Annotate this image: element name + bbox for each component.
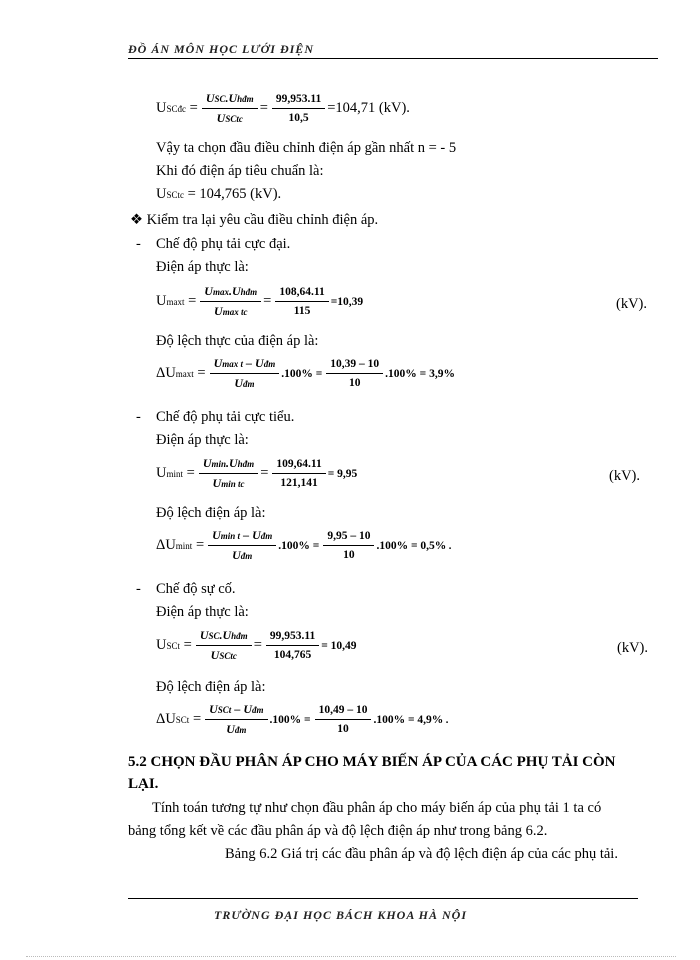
dash-bullet-max: - bbox=[136, 236, 141, 252]
fault-actual-label: Điện áp thực là: bbox=[156, 604, 249, 620]
eq-numeric-fraction: $\frac{99,953.11}{10,5}$ bbox=[272, 91, 325, 126]
eq-symbolic-fraction: $\frac{\text{USC.Uhđm}}{\text{USCtc}}$ bbox=[202, 90, 258, 127]
page-bottom-dotted-line bbox=[26, 956, 676, 957]
equation-umint: Umint = $\frac{\text{Umin.Uhđm}}{\text{Umin tc}}$ = $\frac{109,64.11}{121,141}$ = 9,95 bbox=[156, 456, 358, 490]
fault-dev-label: Độ lệch điện áp là: bbox=[156, 679, 266, 695]
equation-usct: USCt = $\frac{\text{USC.Uhđm}}{\text{USCtc}}$ = $\frac{99,953.11}{104,765}$ = 10,49 bbox=[156, 628, 357, 662]
section-para-line1: Tính toán tương tự như chọn đầu phân áp cho máy biến áp của phụ tải 1 ta có bbox=[152, 800, 602, 816]
section-title-line1: 5.2 CHỌN ĐẦU PHÂN ÁP CHO MÁY BIẾN ÁP CỦA CÁC PHỤ TẢI CÒN bbox=[128, 754, 616, 770]
std-voltage-label: Khi đó điện áp tiêu chuẩn là: bbox=[156, 163, 324, 179]
eq-lhs: USCđc = bbox=[156, 100, 198, 116]
equation-dev-min: ΔUmint = $\frac{\text{Umin t – Uđm}}{\text{Uđm}}$ .100% = $\frac{9,95 - 10}{10}$ .100% = 0,5% . bbox=[156, 528, 452, 562]
page-header: ĐỒ ÁN MÔN HỌC LƯỚI ĐIỆN bbox=[128, 42, 314, 56]
equation-usc-dc: USCđc = $\frac{\text{USC.Uhđm}}{\text{USCtc}}$ = $\frac{99,953.11}{10,5}$ =104,71 (kV). bbox=[156, 91, 410, 125]
footer-rule bbox=[128, 898, 638, 899]
section-title-line2: LẠI. bbox=[128, 776, 159, 792]
dash-bullet-fault: - bbox=[136, 581, 141, 597]
equation-dev-max: ΔUmaxt = $\frac{\text{Umax t – Uđm}}{\text{Uđm}}$ .100% = $\frac{10,39 - 10}{10}$ .100% = 3,9% bbox=[156, 356, 455, 390]
check-heading: ❖ Kiểm tra lại yêu cầu điều chỉnh điện áp. bbox=[130, 212, 379, 228]
equation-dev-fault: ΔUSCt = $\frac{\text{USCt – Uđm}}{\text{Uđm}}$ .100% = $\frac{10,49 - 10}{10}$ .100% = 4,9% . bbox=[156, 702, 449, 736]
max-actual-label: Điện áp thực là: bbox=[156, 259, 249, 275]
fault-unit: (kV). bbox=[617, 640, 649, 656]
min-unit: (kV). bbox=[609, 468, 641, 484]
min-mode-heading: Chế độ phụ tải cực tiểu. bbox=[156, 409, 295, 425]
min-dev-label: Độ lệch điện áp là: bbox=[156, 505, 266, 521]
equation-umaxt: Umaxt = $\frac{\text{Umax.Uhđm}}{\text{Umax tc}}$ = $\frac{108,64.11}{115}$ =10,39 bbox=[156, 284, 364, 318]
header-rule bbox=[128, 58, 658, 59]
table-caption: Bảng 6.2 Giá trị các đầu phân áp và độ lệch điện áp của các phụ tải. bbox=[225, 846, 618, 862]
std-voltage-value: USCtc = 104,765 (kV). bbox=[156, 186, 282, 202]
section-para-line2: bảng tổng kết về các đầu phân áp và độ lệch điện áp như trong bảng 6.2. bbox=[128, 823, 548, 839]
fault-mode-heading: Chế độ sự cố. bbox=[156, 581, 236, 597]
dash-bullet-min: - bbox=[136, 409, 141, 425]
page-footer: TRƯỜNG ĐẠI HỌC BÁCH KHOA HÀ NỘI bbox=[214, 908, 468, 922]
max-dev-label: Độ lệch thực của điện áp là: bbox=[156, 333, 319, 349]
max-unit: (kV). bbox=[616, 296, 648, 312]
choose-tap-text: Vậy ta chọn đầu điều chỉnh điện áp gần nhất n = - 5 bbox=[156, 140, 457, 156]
max-mode-heading: Chế độ phụ tải cực đại. bbox=[156, 236, 291, 252]
min-actual-label: Điện áp thực là: bbox=[156, 432, 249, 448]
diamond-bullet-icon: ❖ bbox=[130, 212, 143, 228]
eq-result: =104,71 (kV). bbox=[327, 100, 410, 116]
